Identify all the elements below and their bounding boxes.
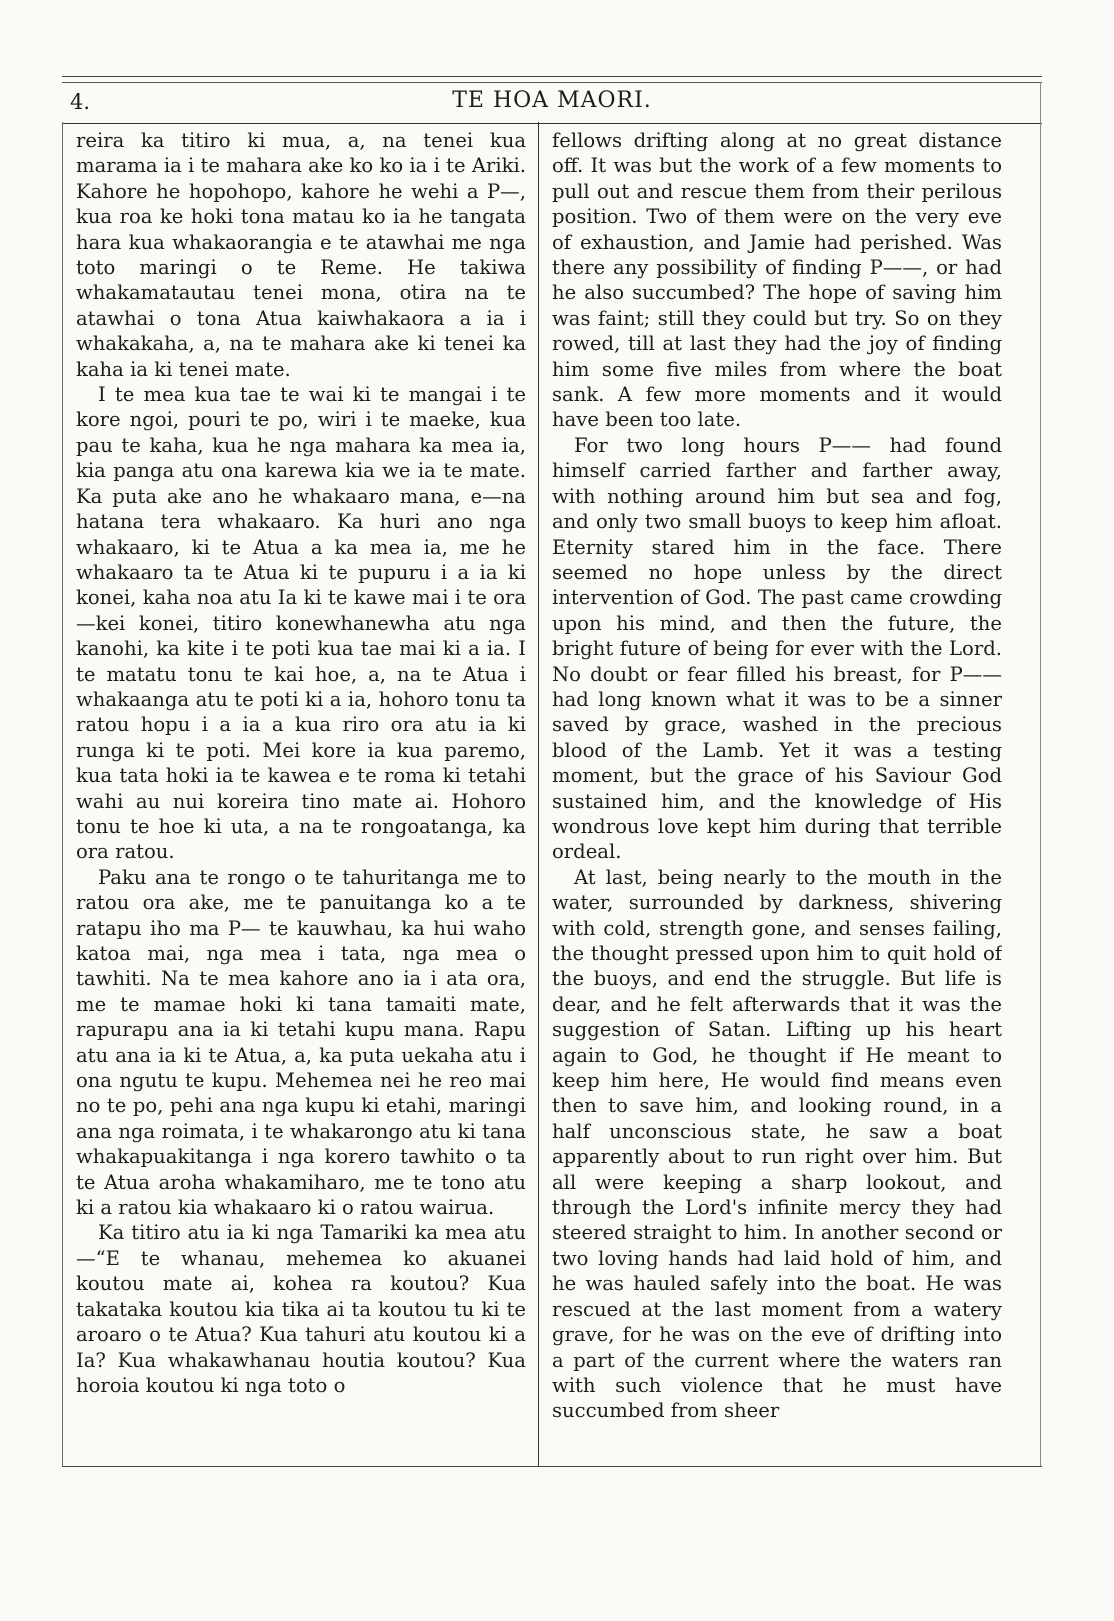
masthead-title: TE HOA MAORI. xyxy=(452,88,652,113)
paragraph: I te mea kua tae te wai ki te mangai i te kore ngoi, pouri te po, wiri i te maeke, kua pau te kaha, kua he nga mahara ka mea ia, kia panga atu ona karewa kia we ia te mate. Ka puta ake ano he whakaaro mana, e—na hatana tera whakaaro. Ka huri ano nga whakaaro, ki te Atua a ka mea ia, me he whakaaro ta te Atua ki te pupuru i a ia ki konei, kaha noa atu Ia ki te kawe mai i te ora—kei konei, titiro konewhanewha atu nga kanohi, ka kite i te poti kua tae mai ki a ia. I te matatu tonu te kai hoe, a, na te Atua i whakaanga atu te poti ki a ia, hohoro tonu ta ratou hopu i a ia a kua riro ora atu ia ki runga ki te poti. Mei kore ia kua paremo, kua tata hoki ia te kawea e te roma ki tetahi wahi au nui koreira tino mate ai. Hohoro tonu te hoe ki uta, a na te rongoatanga, ka ora ratou. xyxy=(76,383,526,864)
right-frame-rule xyxy=(1040,82,1041,1467)
paragraph: For two long hours P—— had found himself carried farther and farther away, with nothing around him but sea and fog, and only two small buoys to keep him afloat. Eternity stared him in the face. There seemed no hope unless by the direct intervention of God. The past came crowding upon his mind, and then the future, the bright future of being for ever with the Lord. No doubt or fear filled his breast, for P—— had long known what it was to be a sinner saved by grace, washed in the precious blood of the Lamb. Yet it was a testing moment, but the grace of his Saviour God sustained him, and the knowledge of His wondrous love kept him during that terrible ordeal. xyxy=(552,433,1002,864)
column-divider xyxy=(538,122,539,1467)
paragraph: At last, being nearly to the mouth in the water, surrounded by darkness, shivering with cold, strength gone, and senses failing, the thought pressed upon him to quit hold of the buoys, and end the struggle. But life is dear, and he felt afterwards that it was the suggestion of Satan. Lifting up his heart again to God, he thought if He meant to keep him here, He would find means even then to save him, and looking round, in a half unconscious state, he saw a boat apparently about to run right over him. But all were keeping a sharp lookout, and through the Lord's infinite mercy they had steered straight to him. In another second or two loving hands had laid hold of him, and he was hauled safely into the boat. He was rescued at the last moment from a watery grave, for he was on the eve of drifting into a part of the current where the waters ran with such violence that he must have succumbed from sheer xyxy=(552,865,1002,1423)
paragraph: reira ka titiro ki mua, a, na tenei kua marama ia i te mahara ake ko ko ia i te Ariki. Kahore he hopohopo, kahore he wehi a P—, kua roa ke hoki tona matau ko ia he tangata hara kua whakaorangia e te atawhai me nga toto maringi o te Reme. He takiwa whakamatautau tenei mona, otira na te atawhai o tona Atua kaiwhakaora a ia i whakakaha, a, na te mahara ake ki tenei ka kaha ia ki tenei mate. xyxy=(76,129,526,381)
page-header xyxy=(62,82,1042,124)
paragraph: Paku ana te rongo o te tahuritanga me to ratou ora ake, me te panuitanga ko a te ratapu iho ma P— te kauwhau, ka hui waho katoa mai, nga mea i tata, nga mea o tawhiti. Na te mea kahore ano ia i ata ora, me te mamae hoki ki tana tamaiti mate, rapurapu ana ia ki tetahi kupu mana. Rapu atu ana ia ki te Atua, a, ka puta uekaha atu i ona ngutu te kupu. Mehemea nei he reo mai no te po, pehi ana nga kupu ki etahi, maringi ana nga roimata, i te whakarongo atu ki tana whakapuakitanga i nga korero tawhito o ta te Atua aroha whakamiharo, me te tono atu ki a ratou kia whakaaro ki o ratou wairua. xyxy=(76,865,526,1220)
bottom-rule xyxy=(62,1466,1042,1467)
paragraph: Ka titiro atu ia ki nga Tamariki ka mea atu—“E te whanau, mehemea ko akuanei koutou mate ai, kohea ra koutou? Kua takataka koutou kia tika ai ta koutou tu ki te aroaro o te Atua? Kua tahuri atu koutou ki a Ia? Kua whakawhanau houtia koutou? Kua horoia koutou ki nga toto o xyxy=(76,1221,526,1397)
right-column xyxy=(552,128,1002,1463)
top-rule xyxy=(62,76,1042,77)
left-column xyxy=(76,128,526,1463)
paragraph: fellows drifting along at no great distance off. It was but the work of a few moments to pull out and rescue them from their perilous position. Two of them were on the very eve of exhaustion, and Jamie had perished. Was there any possibility of finding P——, or had he also succumbed? The hope of saving him was faint; still they could but try. So on they rowed, till at last they had the joy of finding him some five miles from where the boat sank. A few more moments and it would have been too late. xyxy=(552,129,1002,432)
page-number: 4. xyxy=(70,90,91,114)
left-frame-rule xyxy=(62,122,63,1467)
